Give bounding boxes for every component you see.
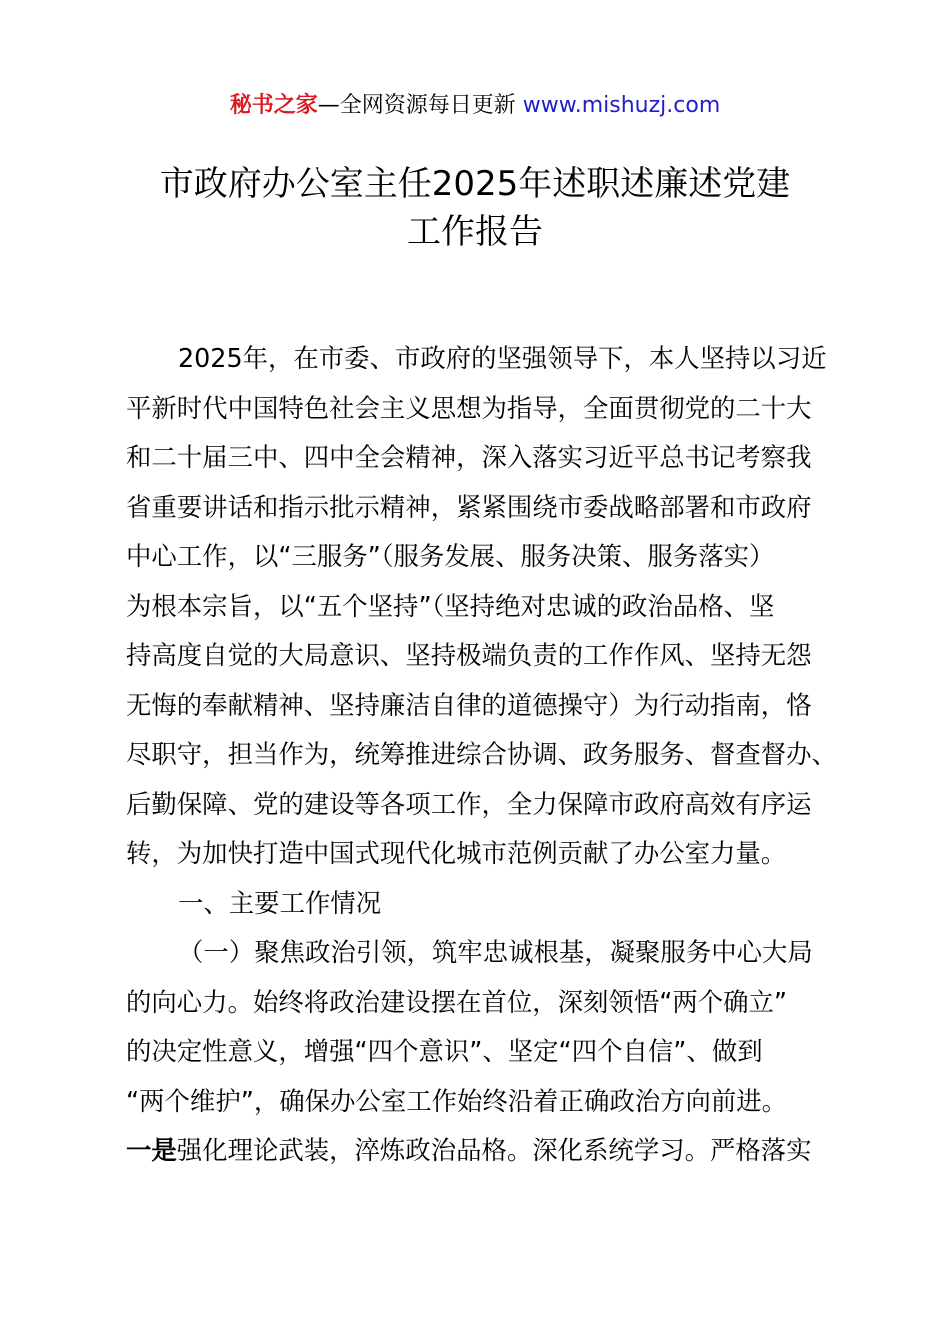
paragraph-line: 2025年，在市委、市政府的坚强领导下，本人坚持以习近 xyxy=(178,343,827,373)
paragraph-line: 平新时代中国特色社会主义思想为指导，全面贯彻党的二十大 xyxy=(126,392,812,423)
paragraph-line: （一）聚焦政治引领，筑牢忠诚根基，凝聚服务中心大局 xyxy=(178,937,813,967)
paragraph-line: 转，为加快打造中国式现代化城市范例贡献了办公室力量。 xyxy=(126,838,787,868)
paragraph-line: 的决定性意义，增强“四个意识”、坚定“四个自信”、做到 xyxy=(126,1036,763,1066)
paragraph-line: 省重要讲话和指示批示精神，紧紧围绕市委战略部署和市政府 xyxy=(126,491,812,522)
paragraph-line: 为根本宗旨，以“五个坚持”（坚持绝对忠诚的政治品格、坚 xyxy=(126,590,775,621)
point-lead: 一是 xyxy=(126,1135,177,1165)
paragraph-line: 持高度自觉的大局意识、坚持极端负责的工作作风、坚持无怨 xyxy=(126,640,812,670)
paragraph-line: 无悔的奉献精神、坚持廉洁自律的道德操守）为行动指南，恪 xyxy=(126,689,812,720)
document-body xyxy=(126,334,846,1176)
site-url-link[interactable]: www.mishuzj.com xyxy=(522,93,721,118)
section-heading: 一、主要工作情况 xyxy=(178,887,382,918)
paragraph-line xyxy=(126,1126,846,1176)
site-brand: 秘书之家 xyxy=(229,93,318,118)
site-tagline: —全网资源每日更新 xyxy=(317,93,516,118)
title-line-2: 工作报告 xyxy=(407,212,543,252)
document-title xyxy=(100,160,850,256)
title-line-1: 市政府办公室主任2025年述职述廉述党建 xyxy=(159,164,791,204)
site-header xyxy=(0,86,950,126)
paragraph-line: 的向心力。始终将政治建设摆在首位，深刻领悟“两个确立” xyxy=(126,986,788,1017)
paragraph-line: 中心工作，以“三服务”（服务发展、服务决策、服务落实） xyxy=(126,541,775,571)
point-text: 强化理论武装，淬炼政治品格。深化系统学习。严格落实 xyxy=(176,1135,812,1165)
paragraph-line: 和二十届三中、四中全会精神，深入落实习近平总书记考察我 xyxy=(126,442,812,472)
paragraph-line: 后勤保障、党的建设等各项工作，全力保障市政府高效有序运 xyxy=(126,788,812,819)
paragraph-line: “两个维护”，确保办公室工作始终沿着正确政治方向前进。 xyxy=(126,1085,788,1116)
paragraph-line: 尽职守，担当作为，统筹推进综合协调、政务服务、督查督办、 xyxy=(126,739,837,769)
